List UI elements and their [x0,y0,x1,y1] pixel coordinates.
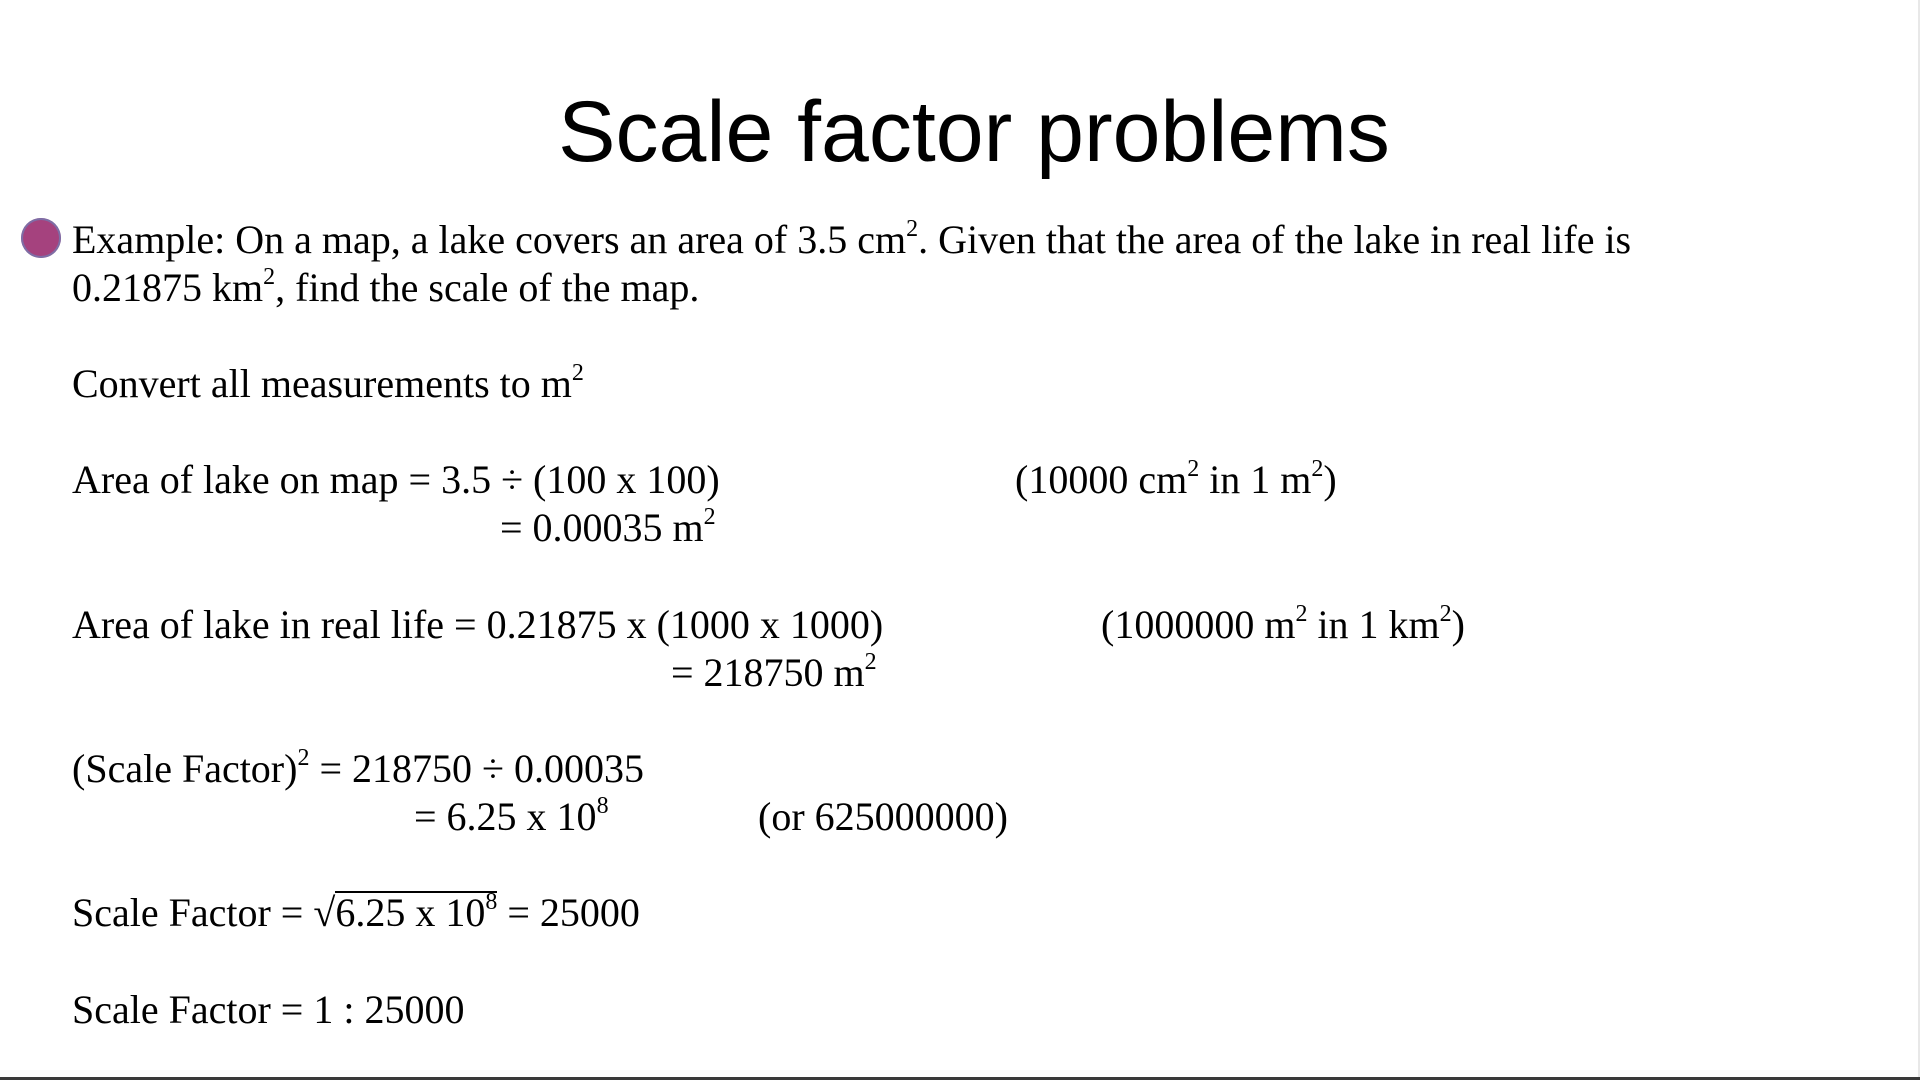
example-text: Example: On a map, a lake covers an area of 3.5 cm [72,217,907,262]
superscript: 2 [1311,456,1324,482]
note-text: ) [1451,602,1465,647]
example-text: , find the scale of the map. [275,265,700,310]
superscript: 2 [1439,601,1452,627]
note-text: (10000 cm [1015,457,1188,502]
example-text: 0.21875 km [72,265,264,310]
superscript: 2 [864,649,877,675]
result-text: = 218750 m [671,650,865,695]
slide-title: Scale factor problems [558,84,1390,180]
radicand-text: 6.25 x 10 [335,890,486,935]
superscript: 2 [703,504,716,530]
scale-squared-line-2 [414,793,609,841]
superscript: 2 [1187,456,1200,482]
scale-text: Scale Factor = [72,890,314,935]
square-root-icon: √ [313,890,336,935]
bullet-circle-icon [21,218,61,258]
real-area-note [1101,601,1465,649]
scale-squared-note: (or 625000000) [758,794,1008,839]
superscript: 2 [906,216,919,242]
note-text: in 1 m [1199,457,1312,502]
example-line-2 [72,264,699,312]
radicand [335,891,497,933]
scale-root-line [72,889,640,937]
result-text: = 6.25 x 10 [414,794,597,839]
scale-squared-line-1 [72,745,644,793]
example-line-1 [72,216,1631,264]
scale-text: = 218750 ÷ 0.00035 [309,746,644,791]
example-text: . Given that the area of the lake in real life is [918,217,1632,262]
note-text: (1000000 m [1101,602,1296,647]
convert-line [72,360,584,408]
map-area-line-1: Area of lake on map = 3.5 ÷ (100 x 100) [72,457,720,502]
note-text: in 1 km [1307,602,1440,647]
superscript: 8 [596,793,609,819]
scale-text: = 25000 [497,890,640,935]
superscript: 2 [297,745,310,771]
map-area-line-2 [500,504,716,552]
note-text: ) [1323,457,1337,502]
scale-text: (Scale Factor) [72,746,298,791]
real-area-line-1: Area of lake in real life = 0.21875 x (1000 x 1000) [72,602,884,647]
convert-text: Convert all measurements to m [72,361,572,406]
superscript: 8 [485,889,498,915]
scale-final-line: Scale Factor = 1 : 25000 [72,987,465,1032]
superscript: 2 [571,360,584,386]
superscript: 2 [1295,601,1308,627]
result-text: = 0.00035 m [500,505,704,550]
real-area-line-2 [671,649,877,697]
map-area-note [1015,456,1337,504]
superscript: 2 [263,264,276,290]
